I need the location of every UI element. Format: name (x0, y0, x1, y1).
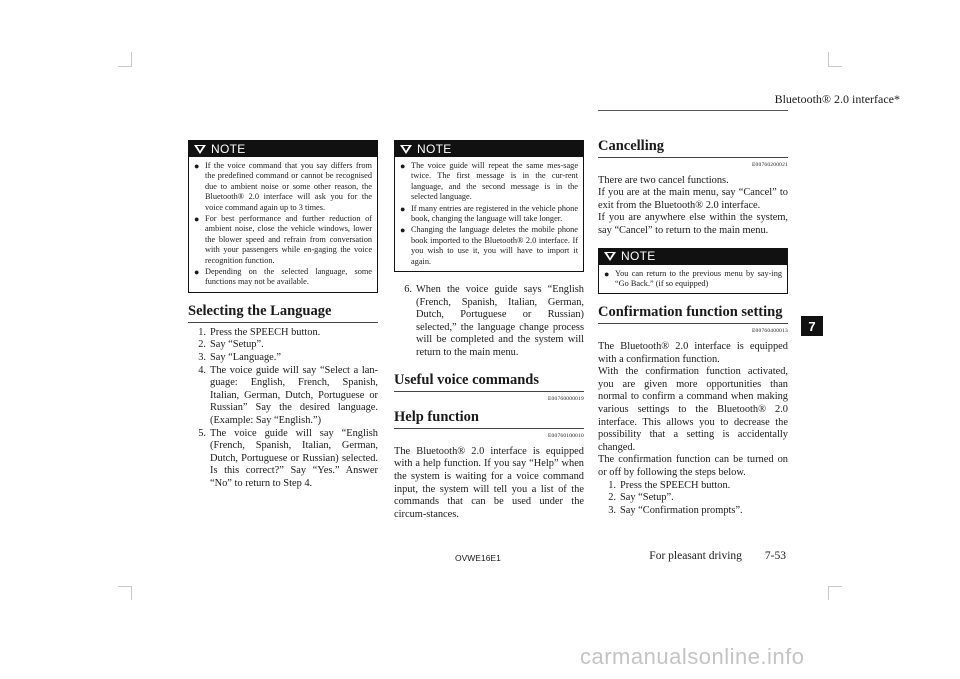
bullet-icon: ● (194, 214, 200, 225)
steps-list (188, 327, 378, 491)
note-body (189, 157, 377, 292)
steps-list (394, 284, 584, 360)
note-box (394, 140, 584, 272)
section-code: E00760400013 (751, 328, 788, 335)
body-paragraph: There are two cancel functions. (598, 174, 729, 186)
step-item: 4. The voice guide will say “Select a lan-guage: English, French, Spanish, Italian, German, Dutch, Portuguese or Russian” Say the desired language. (Example: Say “English.”) (198, 364, 378, 427)
crop-mark (118, 66, 132, 67)
step-item: 3. Say “Language.” (198, 352, 281, 364)
section-title: Useful voice commands (394, 372, 584, 392)
section-code: E00760200021 (751, 162, 788, 168)
note-label: NOTE (417, 141, 452, 156)
note-item: ● Changing the language deletes the mobile phone book imported to the Bluetooth® 2.0 interface. If you wish to use it, you will have to import it again. (400, 225, 578, 266)
note-header (395, 141, 583, 157)
crop-mark (131, 52, 132, 66)
note-label: NOTE (211, 141, 246, 156)
note-pencil-icon (193, 144, 207, 155)
bullet-icon: ● (400, 225, 406, 236)
body-paragraph: If you are at the main menu, say “Cancel” to exit from the Bluetooth® 2.0 interface. (598, 187, 788, 211)
note-box (188, 140, 378, 293)
note-item: ● Depending on the selected language, some functions may not be available. (194, 267, 372, 287)
step-item: 1. Press the SPEECH button. (198, 326, 321, 338)
note-box (598, 248, 788, 295)
bullet-icon: ● (604, 268, 610, 279)
step-item: 5. The voice guide will say “English (French, Spanish, Italian, German, Dutch, Portuguese or Russian) selected. Is this correct?” Say “Yes.” Answer “No” to return to Step 4. (198, 427, 378, 489)
footer-code: OVWE16E1 (455, 553, 501, 563)
note-header (599, 249, 787, 265)
section-title: Cancelling (598, 138, 788, 158)
note-item: ● For best performance and further reduction of ambient noise, close the vehicle windows, lower the blower speed and refrain from conversation with your passengers while en-gaging the voice recognition function. (194, 214, 372, 265)
step-item: 2. Say “Setup”. (198, 339, 264, 351)
chapter-tab: 7 (801, 316, 823, 336)
step-item: 3. Say “Confirmation prompts”. (608, 504, 743, 516)
section-title: Help function (394, 409, 584, 429)
note-item: ● The voice guide will repeat the same mes-sage twice. The first message is in the cur-rent language, and the second message is in the selected language. (400, 161, 578, 202)
note-pencil-icon (603, 251, 617, 262)
crop-mark (828, 586, 842, 587)
step-item: 6. When the voice guide says “English (French, Spanish, Italian, German, Dutch, Portuguese or Russian) selected,” the language change process will be completed and the system will return to the main menu. (404, 284, 584, 359)
note-label: NOTE (621, 249, 656, 264)
right-column (598, 138, 788, 517)
note-header (189, 141, 377, 157)
header-rule (598, 110, 788, 111)
section-code: E00760000019 (547, 395, 584, 402)
crop-mark (131, 586, 132, 600)
note-item: ● If the voice command that you say differs from the predefined command or cannot be recognised due to ambient noise or some other reason, the Bluetooth® 2.0 interface will ask you for the voice command again up to 3 times. (194, 161, 372, 212)
note-body (599, 265, 787, 294)
crop-mark (118, 586, 132, 587)
steps-list (598, 480, 788, 518)
note-item: ● You can return to the previous menu by say-ing “Go Back.” (if so equipped) (604, 268, 782, 288)
body-paragraph: If you are anywhere else within the system, say “Cancel” to return to the main menu. (598, 212, 788, 236)
crop-mark (828, 52, 829, 66)
section-title: Selecting the Language (188, 303, 378, 323)
running-header: Bluetooth® 2.0 interface* (774, 92, 900, 106)
note-pencil-icon (399, 144, 413, 155)
left-column (188, 140, 378, 491)
body-paragraph: The Bluetooth® 2.0 interface is equipped with a help function. If you say “Help” when the system is waiting for a voice command input, the system will tell you a list of the commands that can be used under the circum-stances. (394, 445, 584, 520)
body-paragraph: The confirmation function can be turned on or off by following the steps below. (598, 454, 788, 478)
bullet-icon: ● (194, 267, 200, 278)
note-item: ● If many entries are registered in the vehicle phone book, changing the language will take longer. (400, 203, 578, 224)
watermark: carmanualsonline.info (580, 644, 805, 669)
section-title: Confirmation function setting (598, 304, 788, 324)
crop-mark (828, 586, 829, 600)
bullet-icon: ● (194, 161, 200, 171)
step-item: 2. Say “Setup”. (608, 492, 674, 504)
body-paragraph: The Bluetooth® 2.0 interface is equipped with a confirmation function. (598, 340, 788, 365)
body-paragraph: With the confirmation function activated, you are given more opportunities than normal to confirm a command when making various settings to the Bluetooth® 2.0 interface. This allows you to decrease the possibility that a setting is accidentally changed. (598, 366, 788, 453)
crop-mark (828, 66, 842, 67)
bullet-icon: ● (400, 203, 406, 214)
note-body (395, 157, 583, 271)
middle-column (394, 140, 584, 521)
bullet-icon: ● (400, 161, 406, 171)
footer-page-label: For pleasant driving 7-53 (649, 550, 786, 562)
section-code: E00760100010 (547, 433, 584, 440)
step-item: 1. Press the SPEECH button. (608, 479, 731, 491)
